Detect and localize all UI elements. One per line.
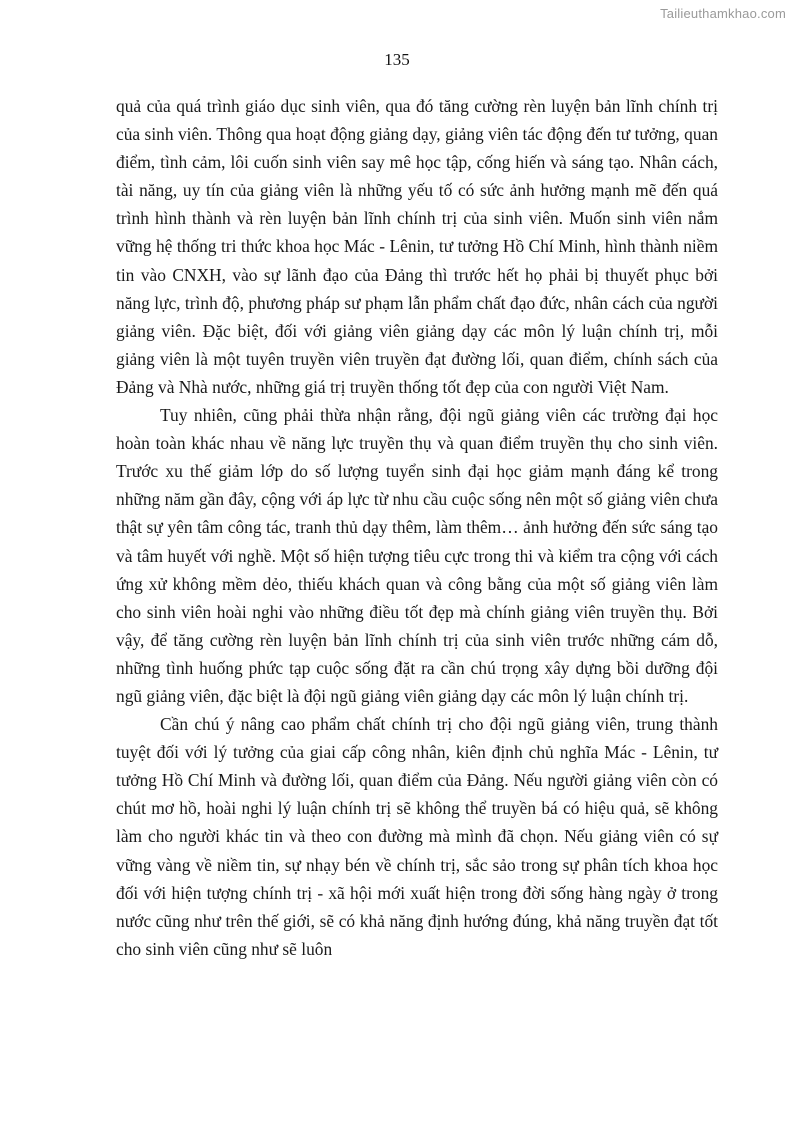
page-number: 135 — [384, 50, 410, 69]
paragraph: Cần chú ý nâng cao phẩm chất chính trị cho đội ngũ giảng viên, trung thành tuyệt đối với lý tưởng của giai cấp công nhân, kiên định chủ nghĩa Mác - Lênin, tư tưởng Hồ Chí Minh và đường lối, quan điểm của Đảng. Nếu người giảng viên còn có chút mơ hồ, hoài nghi lý luận chính trị sẽ không thể truyền bá có hiệu quả, sẽ không làm cho người khác tin và theo con đường mà mình đã chọn. Nếu giảng viên có sự vững vàng về niềm tin, sự nhạy bén về chính trị, sắc sảo trong sự phân tích khoa học đối với hiện tượng chính trị - xã hội mới xuất hiện trong đời sống hàng ngày ở trong nước cũng như trên thế giới, sẽ có khả năng định hướng đúng, khả năng truyền đạt tốt cho sinh viên cũng như sẽ luôn — [116, 714, 718, 959]
paragraph: quả của quá trình giáo dục sinh viên, qua đó tăng cường rèn luyện bản lĩnh chính trị của sinh viên. Thông qua hoạt động giảng dạy, giảng viên tác động đến tư tưởng, quan điểm, tình cảm, lôi cuốn sinh viên say mê học tập, cống hiến và sáng tạo. Nhân cách, tài năng, uy tín của giảng viên là những yếu tố có sức ảnh hưởng mạnh mẽ đến quá trình hình thành và rèn luyện bản lĩnh chính trị của sinh viên. Muốn sinh viên nắm vững hệ thống tri thức khoa học Mác - Lênin, tư tưởng Hồ Chí Minh, hình thành niềm tin vào CNXH, vào sự lãnh đạo của Đảng thì trước hết họ phải bị thuyết phục bởi năng lực, trình độ, phương pháp sư phạm lẫn phẩm chất đạo đức, nhân cách của người giảng viên. Đặc biệt, đối với giảng viên giảng dạy các môn lý luận chính trị, mỗi giảng viên là một tuyên truyền viên truyền đạt đường lối, quan điểm, chính sách của Đảng và Nhà nước, những giá trị truyền thống tốt đẹp của con người Việt Nam. — [116, 96, 718, 397]
watermark-text: Tailieuthamkhao.com — [660, 6, 786, 21]
paragraph: Tuy nhiên, cũng phải thừa nhận rằng, đội ngũ giảng viên các trường đại học hoàn toàn khác nhau về năng lực truyền thụ và quan điểm truyền thụ cho sinh viên. Trước xu thế giảm lớp do số lượng tuyển sinh đại học giảm mạnh đáng kể trong những năm gần đây, cộng với áp lực từ nhu cầu cuộc sống nên một số giảng viên chưa thật sự yên tâm công tác, tranh thủ dạy thêm, làm thêm… ảnh hưởng đến sức sáng tạo và tâm huyết với nghề. Một số hiện tượng tiêu cực trong thi và kiểm tra cộng với cách ứng xử không mềm dẻo, thiếu khách quan và công bằng của một số giảng viên làm cho sinh viên hoài nghi vào những điều tốt đẹp mà chính giảng viên truyền thụ. Bởi vậy, để tăng cường rèn luyện bản lĩnh chính trị của sinh viên trước những cám dỗ, những tình huống phức tạp cuộc sống đặt ra cần chú trọng xây dựng bồi dưỡng đội ngũ giảng viên, đặc biệt là đội ngũ giảng viên giảng dạy các môn lý luận chính trị. — [116, 405, 718, 706]
document-body — [116, 92, 718, 963]
